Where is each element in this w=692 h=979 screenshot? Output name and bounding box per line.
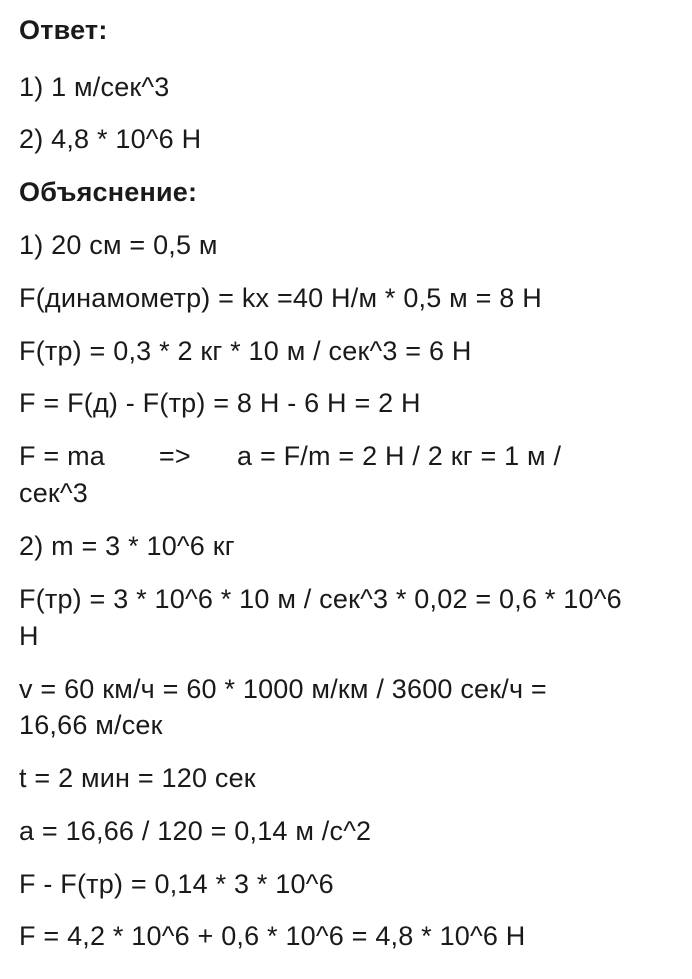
answer-item-1: 1) 1 м/сек^3: [19, 72, 170, 102]
explanation-line: 2) m = 3 * 10^6 кг: [19, 531, 235, 561]
answer-heading: Ответ:: [19, 15, 108, 45]
explanation-line: 16,66 м/сек: [19, 710, 163, 740]
explanation-line: F = ma => a = F/m = 2 Н / 2 кг = 1 м /: [19, 441, 562, 471]
explanation-line: F - F(тр) = 0,14 * 3 * 10^6: [19, 869, 334, 899]
explanation-line: Н: [19, 621, 39, 651]
explanation-line: F = 4,2 * 10^6 + 0,6 * 10^6 = 4,8 * 10^6 Н: [19, 921, 526, 951]
answer-item-2: 2) 4,8 * 10^6 Н: [19, 124, 202, 154]
explanation-line: F = F(д) - F(тр) = 8 Н - 6 Н = 2 Н: [19, 388, 421, 418]
explanation-line: 1) 20 см = 0,5 м: [19, 230, 218, 260]
explanation-heading: Объяснение:: [19, 177, 198, 207]
explanation-line: F(динамометр) = kx =40 Н/м * 0,5 м = 8 Н: [19, 283, 542, 313]
explanation-line: a = 16,66 / 120 = 0,14 м /с^2: [19, 816, 372, 846]
explanation-line: t = 2 мин = 120 сек: [19, 763, 256, 793]
explanation-line: F(тр) = 3 * 10^6 * 10 м / сек^3 * 0,02 = 0,6 * 10^6: [19, 584, 622, 614]
explanation-line: v = 60 км/ч = 60 * 1000 м/км / 3600 сек/ч =: [19, 674, 547, 704]
explanation-line: сек^3: [19, 478, 89, 508]
explanation-line: F(тр) = 0,3 * 2 кг * 10 м / сек^3 = 6 Н: [19, 336, 472, 366]
